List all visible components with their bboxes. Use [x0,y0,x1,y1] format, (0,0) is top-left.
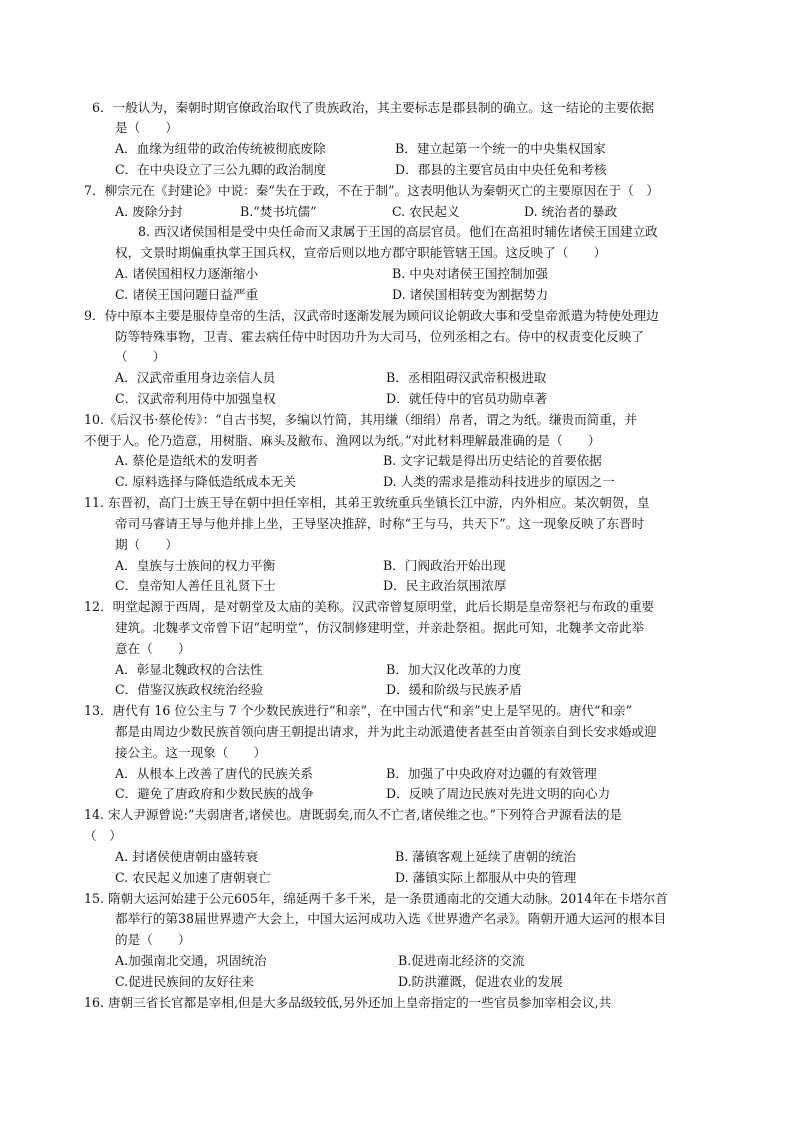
question-14-line-1: 14. 宋人尹源曾说:“夫弱唐者,诸侯也。唐既弱矣,而久不亡者,诸侯维之也。”下列符合尹源看法的是 [84,807,623,822]
question-14-line-2: （ ） [84,828,122,843]
question-13-line-2: 都是由周边少数民族首领向唐王朝提出请求，并为此主动派遣使者甚至由首领亲自到长安求婚或迎 [115,724,657,739]
question-11-line-2: 帝司马睿请王导与他并排上坐，王导坚决推辞，时称“王与马，共天下”。这一现象反映了东晋时 [115,516,645,531]
question-7-option-a: A. 废除分封 [115,204,183,219]
question-15-line-2: 都举行的第38届世界遗产大会上，中国大运河成功入选《世界遗产名录》。隋朝开通大运河的根本目 [115,911,667,926]
question-8-option-d: D. 诸侯国相转变为割据势力 [392,287,549,302]
question-11-option-c: C．皇帝知人善任且礼贤下士 [115,578,276,593]
question-14-option-b: B. 藩镇客观上延续了唐朝的统治 [395,849,576,864]
question-13-option-a: A．从根本上改善了唐代的民族关系 [115,766,314,781]
question-12-option-d: D．缓和阶级与民族矛盾 [386,682,523,697]
question-15-option-d: D.防洪灌溉，促进农业的发展 [398,974,563,989]
question-8-line-1: 8. 西汉诸侯国相是受中央任命而又隶属于王国的高层官员。他们在高祖时辅佐诸侯王国建立政 [138,224,658,239]
question-10-line-1: 10.《后汉书·蔡伦传》：“自古书契，多编以竹简，其用缣（细绢）帛者，谓之为纸。缣贵而简重，并 [84,412,638,427]
question-14-option-d: D. 藩镇实际上都服从中央的管理 [395,870,577,885]
question-12-line-2: 建筑。北魏孝文帝曾下诏“起明堂”，仿汉制修建明堂，并亲赴祭祖。据此可知，北魏孝文帝此举 [115,620,645,635]
question-9-line-3: （ ） [115,349,166,364]
question-13-line-1: 13．唐代有 16 位公主与 7 个少数民族进行“和亲”，在中国古代“和亲”史上是罕见的。唐代“和亲” [84,703,633,718]
question-13-line-3: 接公主。这一现象（ ） [115,745,267,760]
question-6-line-1: 6．一般认为，秦朝时期官僚政治取代了贵族政治，其主要标志是郡县制的确立。这一结论的主要依据 [92,100,655,115]
question-6-line-2: 是（ ） [115,120,178,135]
question-9-option-c: C．汉武帝利用侍中加强皇权 [115,391,276,406]
question-8-option-c: C. 诸侯王国问题日益严重 [115,287,259,302]
question-8-option-b: B. 中央对诸侯王国控制加强 [392,266,548,281]
question-15-line-3: 的是（ ） [115,932,191,947]
question-15-line-1: 15. 隋朝大运河始建于公元605年，绵延两千多千米，是一条贯通南北的交通大动脉。2014年在卡塔尔首 [84,891,668,906]
question-12-line-3: 意在（ ） [115,641,191,656]
question-6-option-b: B．建立起第一个统一的中央集权国家 [395,141,606,156]
question-10-line-2: 不便于人。伦乃造意，用树脂、麻头及敝布、渔网以为纸。”对此材料理解最准确的是（ ） [84,433,601,448]
question-9-option-b: B．丞相阻碍汉武帝积极进取 [386,370,547,385]
question-16-line-1: 16. 唐朝三省长官都是宰相,但是大多品级较低,另外还加上皇帝指定的一些官员参加宰相会议,共 [84,995,612,1010]
question-7-option-d: D. 统治者的暴政 [524,204,618,219]
question-13-option-c: C．避免了唐政府和少数民族的战争 [115,786,314,801]
question-11-line-3: 期（ ） [115,537,178,552]
question-10-option-d: D. 人类的需求是推动科技进步的原因之一 [383,474,615,489]
question-11-line-1: 11. 东晋初，高门士族王导在朝中担任宰相，其弟王敦统重兵坐镇长江中游，内外相应。某次朝贺，皇 [84,495,650,510]
question-9-line-2: 防等特殊事物，卫青、霍去病任侍中时因功升为大司马，位列丞相之右。侍中的权责变化反映了 [115,329,644,344]
question-14-option-c: C. 农民起义加速了唐朝衰亡 [115,870,271,885]
question-9-line-1: 9．侍中原本主要是服侍皇帝的生活，汉武帝时逐渐发展为顾问议论朝政大事和受皇帝派遣为特使处理边 [84,308,659,323]
question-7-option-c: C. 农民起义 [392,204,460,219]
question-15-option-c: C.促进民族间的友好往来 [115,974,255,989]
question-11-option-d: D．民主政治氛围浓厚 [383,578,507,593]
question-10-option-c: C. 原料选择与降低造纸成本无关 [115,474,296,489]
question-6-option-d: D．郡县的主要官员由中央任免和考核 [395,162,607,177]
question-15-option-a: A.加强南北交通，巩固统治 [115,953,267,968]
question-13-option-b: B．加强了中央政府对边疆的有效管理 [386,766,597,781]
question-11-option-a: A．皇族与士族间的权力平衡 [115,558,276,573]
question-12-line-1: 12．明堂起源于西周，是对朝堂及太庙的美称。汉武帝曾复原明堂，此后长期是皇帝祭祀与布政的重要 [84,599,655,614]
question-9-option-a: A．汉武帝重用身边亲信人员 [115,370,276,385]
question-13-option-d: D．反映了周边民族对先进文明的向心力 [386,786,611,801]
question-12-option-b: B．加大汉化改革的力度 [386,662,522,677]
question-7-line-1: 7．柳宗元在《封建论》中说：秦“失在于政，不在于制”。这表明他认为秦朝灭亡的主要原因在于（ ） [84,183,660,198]
question-10-option-b: B. 文字记载是得出历史结论的首要依据 [383,453,602,468]
question-8-line-2: 权，文景时期偏重执掌王国兵权，宣帝后则以地方郡守职能管辖王国。这反映了（ ） [115,245,607,260]
question-6-option-a: A．血缘为纽带的政治传统被彻底废除 [115,141,326,156]
question-14-option-a: A. 封诸侯使唐朝由盛转衰 [115,849,259,864]
question-9-option-d: D．就任侍中的官员功勋卓著 [386,391,548,406]
question-6-option-c: C．在中央设立了三公九卿的政治制度 [115,162,327,177]
question-15-option-b: B.促进南北经济的交流 [398,953,525,968]
question-10-option-a: A. 蔡伦是造纸术的发明者 [115,453,259,468]
question-12-option-c: C．借鉴汉族政权统治经验 [115,682,264,697]
question-11-option-b: B．门阀政治开始出现 [383,558,506,573]
question-12-option-a: A．彰显北魏政权的合法性 [115,662,263,677]
question-7-option-b: B.“焚书坑儒” [240,204,317,219]
question-8-option-a: A. 诸侯国相权力逐渐缩小 [115,266,259,281]
